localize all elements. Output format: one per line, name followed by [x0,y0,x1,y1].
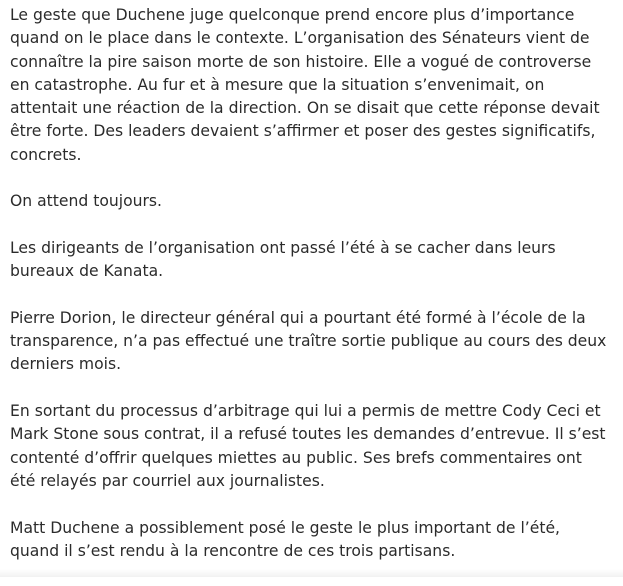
article-body [10,4,610,586]
paragraph-executives: Les dirigeants de l’organisation ont passé l’été à se cacher dans leurs bureaux de Kanata. [10,238,556,281]
paragraph-context: Le geste que Duchene juge quelconque prend encore plus d’importance quand on le place dans le contexte. L’organisation des Sénateurs vient de connaître la pire saison morte de son histoire. Elle a vogué de controverse en catastrophe. Au fur et à mesure que la situation s’envenimait, on attentait une réaction de la direction. On se disait que cette réponse devait être forte. Des leaders devaient s’affirmer et poser des gestes significatifs, concrets. [10,6,600,164]
bottom-fade [0,569,623,577]
paragraph-duchene: Matt Duchene a possiblement posé le geste le plus important de l’été, quand il s’est rendu à la rencontre de ces trois partisans. [10,518,561,560]
paragraph-waiting: On attend toujours. [10,192,163,211]
paragraph-dorion: Pierre Dorion, le directeur général qui a pourtant été formé à l’école de la transparence, n’a pas effectué une traître sortie publique au cours des deux derniers mois. [10,308,607,374]
paragraph-arbitration: En sortant du processus d’arbitrage qui lui a permis de mettre Cody Ceci et Mark Stone sous contrat, il a refusé toutes les demandes d’entrevue. Il s’est contenté d’offrir quelques miettes au public. Ses brefs commentaires ont été relayés par courriel aux journalistes. [10,402,606,490]
